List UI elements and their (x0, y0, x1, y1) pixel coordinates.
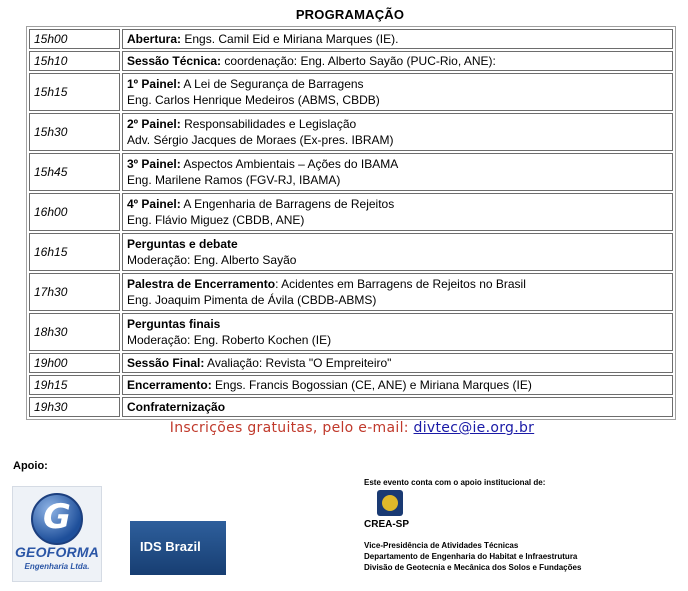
schedule-time: 18h30 (29, 313, 120, 351)
schedule-description (122, 233, 673, 271)
crea-seal-center (382, 495, 398, 511)
institutional-heading: Este evento conta com o apoio institucional de: (364, 478, 546, 487)
schedule-description (122, 73, 673, 111)
institutional-line-1: Vice-Presidência de Atividades Técnicas (364, 541, 519, 550)
schedule-label: Confraternização (127, 400, 226, 414)
schedule-text: Engs. Francis Bogossian (CE, ANE) e Miriana Marques (IE) (211, 378, 532, 392)
schedule-description (122, 113, 673, 151)
schedule-label: 1º Painel: (127, 77, 181, 91)
schedule-text: Responsabilidades e Legislação (180, 117, 357, 131)
schedule-row (29, 313, 673, 351)
schedule-text: Avaliação: Revista "O Empreiteiro" (204, 356, 392, 370)
schedule-text: Engs. Camil Eid e Miriana Marques (IE). (181, 32, 399, 46)
schedule-label: 3º Painel: (127, 157, 181, 171)
schedule-time: 19h15 (29, 375, 120, 395)
schedule-label: Encerramento: (127, 378, 212, 392)
schedule-label: Sessão Final: (127, 356, 205, 370)
crea-name: CREA-SP (364, 519, 410, 530)
schedule-row (29, 233, 673, 271)
schedule-row (29, 51, 673, 71)
institutional-line-3: Divisão de Geotecnia e Mecânica dos Solos e Fundações (364, 563, 582, 572)
schedule-description (122, 153, 673, 191)
schedule-description (122, 353, 673, 373)
schedule-label: 4º Painel: (127, 197, 181, 211)
schedule-time: 15h30 (29, 113, 120, 151)
schedule-description (122, 273, 673, 311)
crea-seal-icon (377, 490, 403, 516)
apoio-label: Apoio: (13, 460, 48, 472)
schedule-row (29, 397, 673, 417)
schedule-speaker: Eng. Carlos Henrique Medeiros (ABMS, CBDB) (127, 93, 380, 107)
schedule-row (29, 153, 673, 191)
schedule-row (29, 353, 673, 373)
schedule-text: A Lei de Segurança de Barragens (180, 77, 364, 91)
inscricoes-line (0, 420, 688, 436)
schedule-time: 16h00 (29, 193, 120, 231)
schedule-text: A Engenharia de Barragens de Rejeitos (180, 197, 395, 211)
schedule-description (122, 313, 673, 351)
schedule-speaker: Moderação: Eng. Roberto Kochen (IE) (127, 333, 332, 347)
schedule-speaker: Moderação: Eng. Alberto Sayão (127, 253, 297, 267)
schedule-time: 15h45 (29, 153, 120, 191)
page-title: PROGRAMAÇÃO (295, 7, 405, 22)
schedule-time: 16h15 (29, 233, 120, 271)
ids-brazil-logo (130, 521, 226, 575)
schedule-time: 15h00 (29, 29, 120, 49)
schedule-speaker: Eng. Flávio Miguez (CBDB, ANE) (127, 213, 305, 227)
schedule-description (122, 375, 673, 395)
schedule-row (29, 273, 673, 311)
schedule-label: Abertura: (127, 32, 182, 46)
schedule-label: 2º Painel: (127, 117, 181, 131)
schedule-row (29, 113, 673, 151)
schedule-speaker: Adv. Sérgio Jacques de Moraes (Ex-pres. IBRAM) (127, 133, 394, 147)
schedule-description (122, 397, 673, 417)
schedule-time: 19h00 (29, 353, 120, 373)
schedule-description (122, 193, 673, 231)
schedule-time: 19h30 (29, 397, 120, 417)
schedule-table (26, 26, 676, 420)
schedule-time: 15h10 (29, 51, 120, 71)
geoforma-name: GEOFORMA (14, 544, 100, 560)
schedule-text: : Acidentes em Barragens de Rejeitos no Brasil (275, 277, 526, 291)
schedule-row (29, 193, 673, 231)
schedule-label: Sessão Técnica: (127, 54, 222, 68)
ids-brazil-text: IDS Brazil (140, 539, 201, 554)
schedule-text: Aspectos Ambientais – Ações do IBAMA (180, 157, 399, 171)
schedule-description (122, 29, 673, 49)
schedule-row (29, 375, 673, 395)
email-link[interactable]: divtec@ie.org.br (413, 420, 535, 436)
schedule-speaker: Eng. Marilene Ramos (FGV-RJ, IBAMA) (127, 173, 341, 187)
institutional-lines (364, 540, 581, 573)
geoforma-logo (12, 486, 102, 582)
schedule-time: 17h30 (29, 273, 120, 311)
schedule-description (122, 51, 673, 71)
geoforma-subtitle: Engenharia Ltda. (24, 562, 90, 571)
schedule-time: 15h15 (29, 73, 120, 111)
schedule-row (29, 73, 673, 111)
schedule-row (29, 29, 673, 49)
institutional-line-2: Departamento de Engenharia do Habitat e Infraestrutura (364, 552, 578, 561)
schedule-label: Perguntas finais (127, 317, 221, 331)
schedule-label: Palestra de Encerramento (127, 277, 276, 291)
geoforma-letter: G (43, 497, 71, 537)
schedule-label: Perguntas e debate (127, 237, 238, 251)
inscricoes-text: Inscrições gratuitas, pelo e-mail: (169, 420, 414, 436)
schedule-body (29, 29, 673, 417)
schedule-speaker: Eng. Joaquim Pimenta de Ávila (CBDB-ABMS) (127, 293, 377, 307)
schedule-text: coordenação: Eng. Alberto Sayão (PUC-Rio, ANE): (221, 54, 496, 68)
